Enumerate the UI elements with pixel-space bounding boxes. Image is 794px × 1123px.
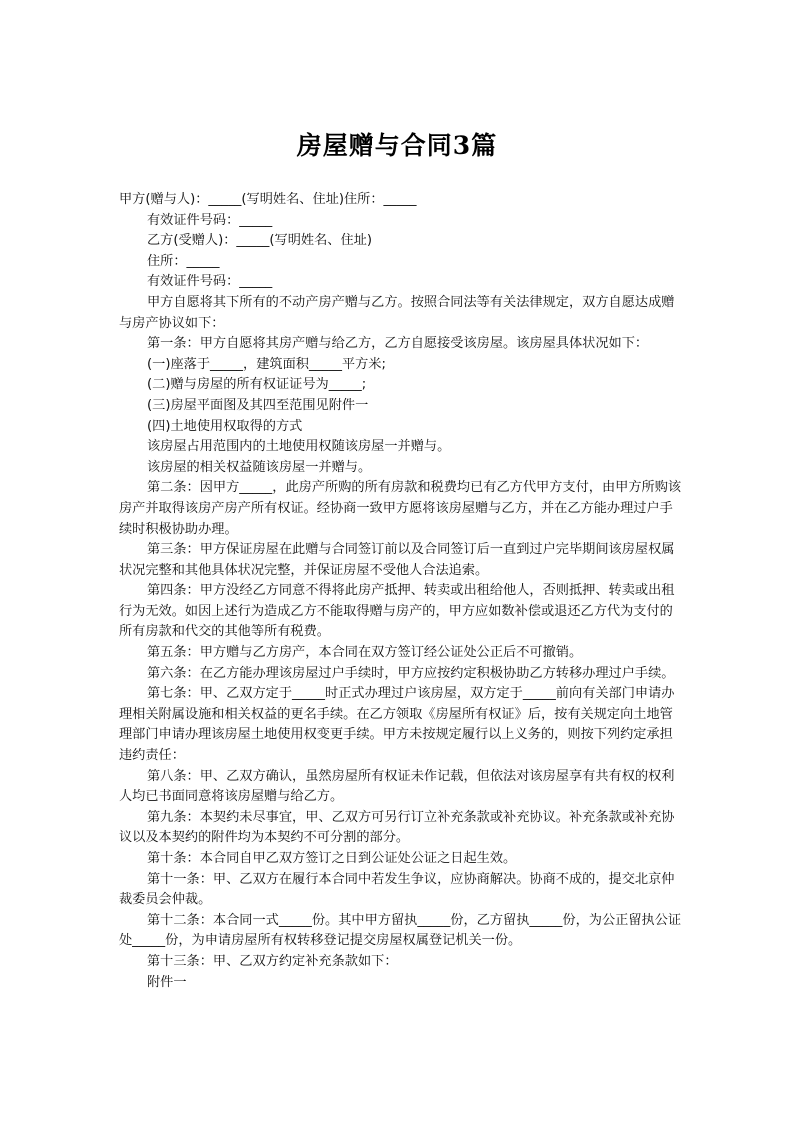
paragraph-article-4: 第四条：甲方没经乙方同意不得将此房产抵押、转卖或出租给他人，否则抵押、转卖或出租行为无效。如因上述行为造成乙方不能取得赠与房产的，甲方应如数补偿或退还乙方代为支付的所有房款和代交的其他等所有税费。 — [119, 583, 675, 640]
document-title: 房屋赠与合同3篇 — [296, 131, 498, 160]
paragraph-preamble: 甲方自愿将其下所有的不动产房产赠与乙方。按照合同法等有关法律规定，双方自愿达成赠与房产协议如下： — [119, 294, 675, 331]
paragraph-article-2: 第二条：因甲方_____，此房产所购的所有房款和税费均已有乙方代甲方支付，由甲方所购该房产并取得该房产房产所有权证。经协商一致甲方愿将该房屋赠与乙方，并在乙方能办理过户手续时积极协助办理。 — [119, 480, 682, 537]
paragraph-item-3: (三)房屋平面图及其四至范围见附件一 — [147, 397, 369, 413]
paragraph-land-use: 该房屋占用范围内的土地使用权随该房屋一并赠与。 — [147, 439, 451, 455]
paragraph-party-b-id: 有效证件号码：_____ — [147, 274, 273, 290]
paragraph-article-10: 第十条：本合同自甲乙双方签订之日到公证处公证之日起生效。 — [147, 851, 517, 866]
paragraph-party-a-id: 有效证件号码：_____ — [147, 212, 273, 228]
paragraph-article-6: 第六条：在乙方能办理该房屋过户手续时，甲方应按约定积极协助乙方转移办理过户手续。 — [147, 665, 675, 681]
paragraph-article-9: 第九条：本契约未尽事宜，甲、乙双方可另行订立补充条款或补充协议。补充条款或补充协议以及本契约的附件均为本契约不可分割的部分。 — [119, 809, 675, 846]
paragraph-article-8: 第八条：甲、乙双方确认，虽然房屋所有权证未作记载，但依法对该房屋享有共有权的权利人均已书面同意将该房屋赠与给乙方。 — [119, 768, 675, 805]
paragraph-item-4: (四)土地使用权取得的方式 — [147, 418, 303, 434]
paragraph-party-a: 甲方(赠与人)：_____(写明姓名、住址)住所：_____ — [119, 192, 417, 207]
paragraph-item-2: (二)赠与房屋的所有权证证号为_____; — [147, 377, 367, 393]
paragraph-attachment-1: 附件一 — [147, 974, 187, 990]
paragraph-article-7: 第七条：甲、乙双方定于_____时正式办理过户该房屋，双方定于_____前向有关部门申请办理相关附属设施和相关权益的更名手续。在乙方领取《房屋所有权证》后，按有关规定向土地管理部门申请办理该房屋土地使用权变更手续。甲方未按规定履行以上义务的，则按下列约定承担违约责任： — [119, 686, 675, 764]
paragraph-item-1: (一)座落于_____，建筑面积_____平方米; — [147, 356, 386, 372]
paragraph-party-b: 乙方(受赠人)：_____(写明姓名、住址) — [147, 233, 372, 249]
paragraph-rights: 该房屋的相关权益随该房屋一并赠与。 — [147, 459, 372, 475]
paragraph-article-1: 第一条：甲方自愿将其房产赠与给乙方，乙方自愿接受该房屋。该房屋具体状况如下： — [147, 336, 649, 352]
document-body — [119, 190, 684, 993]
paragraph-article-11: 第十一条：甲、乙双方在履行本合同中若发生争议，应协商解决。协商不成的，提交北京仲裁委员会仲裁。 — [119, 871, 675, 908]
paragraph-article-12: 第十二条：本合同一式_____份。其中甲方留执_____份，乙方留执_____份，为公正留执公证处_____份，为申请房屋所有权转移登记提交房屋权属登记机关一份。 — [119, 912, 682, 949]
paragraph-article-3: 第三条：甲方保证房屋在此赠与合同签订前以及合同签订后一直到过户完毕期间该房屋权属状况完整和其他具体状况完整，并保证房屋不受他人合法追索。 — [119, 542, 675, 578]
paragraph-party-b-address: 住所：_____ — [147, 253, 220, 269]
paragraph-article-13: 第十三条：甲、乙双方约定补充条款如下： — [147, 953, 398, 969]
paragraph-article-5: 第五条：甲方赠与乙方房产，本合同在双方签订经公证处公正后不可撤销。 — [147, 645, 583, 661]
